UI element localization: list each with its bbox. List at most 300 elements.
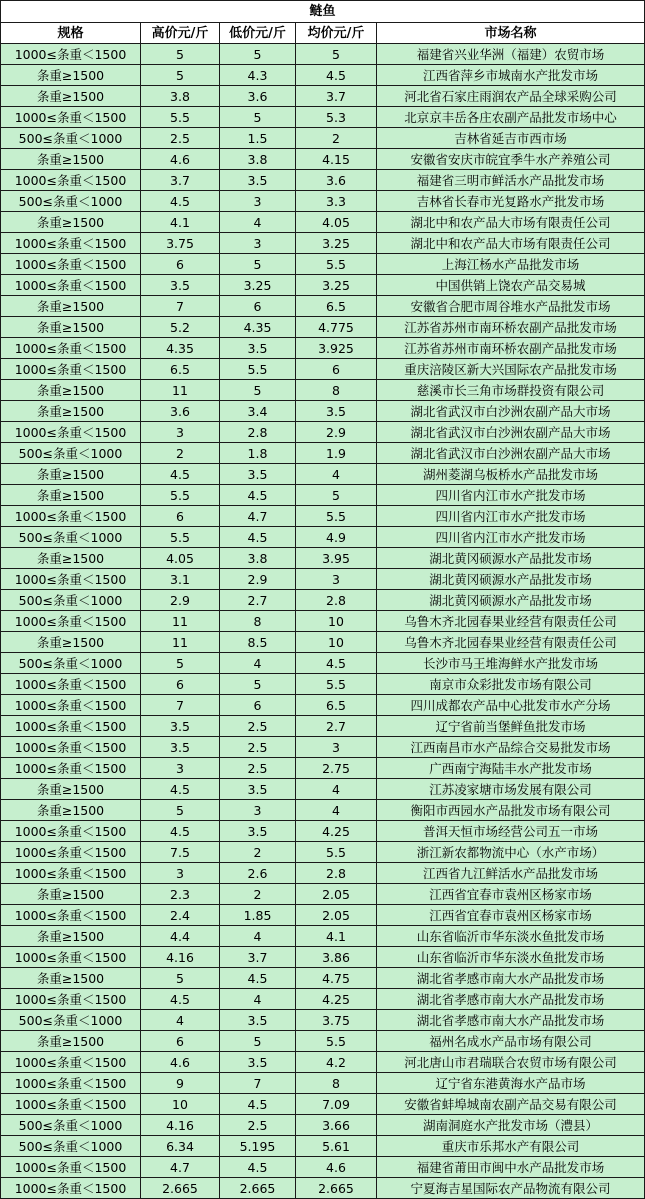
cell-low-price: 4.3 bbox=[220, 65, 296, 86]
table-row bbox=[1, 1157, 645, 1178]
cell-avg-price: 2.05 bbox=[296, 905, 377, 926]
table-row bbox=[1, 989, 645, 1010]
table-row bbox=[1, 317, 645, 338]
cell-low-price: 4.5 bbox=[220, 485, 296, 506]
table-row bbox=[1, 1115, 645, 1136]
table-row bbox=[1, 821, 645, 842]
cell-spec: 条重≥1500 bbox=[1, 926, 141, 947]
cell-market-name: 四川成都农产品中心批发市水产分场 bbox=[377, 695, 645, 716]
cell-avg-price: 3.6 bbox=[296, 170, 377, 191]
cell-market-name: 江西省宜春市袁州区杨家市场 bbox=[377, 884, 645, 905]
cell-avg-price: 4.25 bbox=[296, 989, 377, 1010]
cell-avg-price: 3.7 bbox=[296, 86, 377, 107]
table-row bbox=[1, 464, 645, 485]
cell-low-price: 3.4 bbox=[220, 401, 296, 422]
cell-market-name: 浙江新农都物流中心（水产市场） bbox=[377, 842, 645, 863]
cell-low-price: 2.6 bbox=[220, 863, 296, 884]
cell-high-price: 3.6 bbox=[141, 401, 220, 422]
table-row bbox=[1, 1052, 645, 1073]
table-row bbox=[1, 212, 645, 233]
cell-spec: 1000≤条重＜1500 bbox=[1, 674, 141, 695]
cell-avg-price: 3.925 bbox=[296, 338, 377, 359]
cell-high-price: 4.6 bbox=[141, 1052, 220, 1073]
cell-market-name: 湖北省孝感市南大水产品批发市场 bbox=[377, 968, 645, 989]
cell-low-price: 2.665 bbox=[220, 1178, 296, 1199]
cell-spec: 1000≤条重＜1500 bbox=[1, 359, 141, 380]
cell-spec: 500≤条重＜1000 bbox=[1, 191, 141, 212]
cell-market-name: 江西省萍乡市城南水产批发市场 bbox=[377, 65, 645, 86]
cell-low-price: 4.35 bbox=[220, 317, 296, 338]
cell-spec: 1000≤条重＜1500 bbox=[1, 821, 141, 842]
cell-avg-price: 5.61 bbox=[296, 1136, 377, 1157]
cell-market-name: 南京市众彩批发市场有限公司 bbox=[377, 674, 645, 695]
table-row bbox=[1, 674, 645, 695]
cell-spec: 1000≤条重＜1500 bbox=[1, 716, 141, 737]
cell-high-price: 9 bbox=[141, 1073, 220, 1094]
cell-high-price: 3.75 bbox=[141, 233, 220, 254]
cell-spec: 500≤条重＜1000 bbox=[1, 1115, 141, 1136]
cell-avg-price: 4.05 bbox=[296, 212, 377, 233]
cell-low-price: 5 bbox=[220, 1031, 296, 1052]
cell-avg-price: 3.3 bbox=[296, 191, 377, 212]
table-row bbox=[1, 296, 645, 317]
cell-market-name: 河北省石家庄雨润农产品全球采购公司 bbox=[377, 86, 645, 107]
cell-high-price: 3.1 bbox=[141, 569, 220, 590]
cell-low-price: 5.5 bbox=[220, 359, 296, 380]
cell-low-price: 5 bbox=[220, 107, 296, 128]
cell-market-name: 湖州菱湖乌板桥水产品批发市场 bbox=[377, 464, 645, 485]
table-row bbox=[1, 128, 645, 149]
cell-high-price: 4.5 bbox=[141, 821, 220, 842]
cell-high-price: 3 bbox=[141, 758, 220, 779]
cell-high-price: 11 bbox=[141, 611, 220, 632]
cell-high-price: 2.3 bbox=[141, 884, 220, 905]
cell-low-price: 8 bbox=[220, 611, 296, 632]
cell-high-price: 3.5 bbox=[141, 737, 220, 758]
cell-spec: 1000≤条重＜1500 bbox=[1, 758, 141, 779]
cell-market-name: 中国供销上饶农产品交易城 bbox=[377, 275, 645, 296]
cell-spec: 条重≥1500 bbox=[1, 212, 141, 233]
table-row bbox=[1, 191, 645, 212]
cell-avg-price: 2.05 bbox=[296, 884, 377, 905]
cell-market-name: 宁夏海吉星国际农产品物流有限公司 bbox=[377, 1178, 645, 1199]
cell-low-price: 3.5 bbox=[220, 1052, 296, 1073]
cell-market-name: 四川省内江市水产批发市场 bbox=[377, 485, 645, 506]
cell-spec: 条重≥1500 bbox=[1, 401, 141, 422]
cell-low-price: 1.5 bbox=[220, 128, 296, 149]
cell-spec: 500≤条重＜1000 bbox=[1, 1010, 141, 1031]
cell-spec: 1000≤条重＜1500 bbox=[1, 737, 141, 758]
cell-low-price: 4.7 bbox=[220, 506, 296, 527]
table-row bbox=[1, 44, 645, 65]
cell-high-price: 4.16 bbox=[141, 947, 220, 968]
cell-spec: 条重≥1500 bbox=[1, 779, 141, 800]
table-row bbox=[1, 485, 645, 506]
cell-spec: 1000≤条重＜1500 bbox=[1, 233, 141, 254]
table-body bbox=[1, 44, 645, 1199]
cell-high-price: 5 bbox=[141, 968, 220, 989]
cell-spec: 1000≤条重＜1500 bbox=[1, 107, 141, 128]
cell-low-price: 2.9 bbox=[220, 569, 296, 590]
cell-low-price: 3.8 bbox=[220, 548, 296, 569]
cell-market-name: 乌鲁木齐北园春果业经营有限责任公司 bbox=[377, 632, 645, 653]
cell-market-name: 安徽省合肥市周谷堆水产品批发市场 bbox=[377, 296, 645, 317]
cell-market-name: 福建省兴业华洲（福建）农贸市场 bbox=[377, 44, 645, 65]
cell-market-name: 河北唐山市君瑞联合农贸市场有限公司 bbox=[377, 1052, 645, 1073]
cell-spec: 1000≤条重＜1500 bbox=[1, 695, 141, 716]
cell-high-price: 4.16 bbox=[141, 1115, 220, 1136]
cell-spec: 条重≥1500 bbox=[1, 884, 141, 905]
cell-market-name: 上海江杨水产品批发市场 bbox=[377, 254, 645, 275]
cell-high-price: 4.5 bbox=[141, 464, 220, 485]
header-market-name: 市场名称 bbox=[377, 23, 645, 44]
cell-low-price: 2.5 bbox=[220, 716, 296, 737]
cell-low-price: 2.5 bbox=[220, 737, 296, 758]
table-row bbox=[1, 86, 645, 107]
header-spec: 规格 bbox=[1, 23, 141, 44]
cell-high-price: 6.5 bbox=[141, 359, 220, 380]
cell-low-price: 3 bbox=[220, 233, 296, 254]
cell-market-name: 江西省宜春市袁州区杨家市场 bbox=[377, 905, 645, 926]
cell-spec: 条重≥1500 bbox=[1, 296, 141, 317]
cell-market-name: 山东省临沂市华东淡水鱼批发市场 bbox=[377, 926, 645, 947]
cell-avg-price: 3.66 bbox=[296, 1115, 377, 1136]
cell-avg-price: 5 bbox=[296, 485, 377, 506]
table-row bbox=[1, 1136, 645, 1157]
table-row bbox=[1, 779, 645, 800]
table-row bbox=[1, 1178, 645, 1199]
table-row bbox=[1, 380, 645, 401]
cell-spec: 条重≥1500 bbox=[1, 86, 141, 107]
cell-spec: 1000≤条重＜1500 bbox=[1, 1073, 141, 1094]
cell-avg-price: 5.3 bbox=[296, 107, 377, 128]
cell-low-price: 5 bbox=[220, 44, 296, 65]
cell-high-price: 5.2 bbox=[141, 317, 220, 338]
cell-low-price: 3.5 bbox=[220, 779, 296, 800]
cell-spec: 1000≤条重＜1500 bbox=[1, 506, 141, 527]
cell-avg-price: 4.1 bbox=[296, 926, 377, 947]
cell-market-name: 慈溪市长三角市场群投资有限公司 bbox=[377, 380, 645, 401]
cell-avg-price: 4 bbox=[296, 800, 377, 821]
cell-market-name: 湖南洞庭水产批发市场（澧县） bbox=[377, 1115, 645, 1136]
cell-low-price: 2.5 bbox=[220, 758, 296, 779]
cell-spec: 500≤条重＜1000 bbox=[1, 653, 141, 674]
cell-avg-price: 7.09 bbox=[296, 1094, 377, 1115]
cell-avg-price: 8 bbox=[296, 380, 377, 401]
cell-spec: 500≤条重＜1000 bbox=[1, 1136, 141, 1157]
table-row bbox=[1, 149, 645, 170]
cell-low-price: 3 bbox=[220, 191, 296, 212]
table-row bbox=[1, 359, 645, 380]
table-row bbox=[1, 401, 645, 422]
cell-avg-price: 6.5 bbox=[296, 695, 377, 716]
cell-spec: 1000≤条重＜1500 bbox=[1, 842, 141, 863]
cell-low-price: 6 bbox=[220, 296, 296, 317]
cell-market-name: 江苏省苏州市南环桥农副产品批发市场 bbox=[377, 317, 645, 338]
cell-market-name: 吉林省延吉市西市场 bbox=[377, 128, 645, 149]
table-row bbox=[1, 695, 645, 716]
cell-high-price: 4.5 bbox=[141, 191, 220, 212]
cell-low-price: 5 bbox=[220, 380, 296, 401]
cell-high-price: 10 bbox=[141, 1094, 220, 1115]
cell-spec: 条重≥1500 bbox=[1, 1031, 141, 1052]
cell-market-name: 广西南宁海陆丰水产批发市场 bbox=[377, 758, 645, 779]
cell-avg-price: 5.5 bbox=[296, 842, 377, 863]
cell-low-price: 3.7 bbox=[220, 947, 296, 968]
cell-high-price: 2.4 bbox=[141, 905, 220, 926]
cell-spec: 条重≥1500 bbox=[1, 380, 141, 401]
cell-spec: 条重≥1500 bbox=[1, 485, 141, 506]
table-row bbox=[1, 65, 645, 86]
table-row bbox=[1, 716, 645, 737]
cell-avg-price: 3 bbox=[296, 737, 377, 758]
cell-spec: 500≤条重＜1000 bbox=[1, 527, 141, 548]
cell-high-price: 3.5 bbox=[141, 275, 220, 296]
cell-low-price: 3.6 bbox=[220, 86, 296, 107]
cell-avg-price: 4.775 bbox=[296, 317, 377, 338]
cell-market-name: 吉林省长春市光复路水产批发市场 bbox=[377, 191, 645, 212]
cell-high-price: 6.34 bbox=[141, 1136, 220, 1157]
table-row bbox=[1, 968, 645, 989]
table-row bbox=[1, 947, 645, 968]
cell-low-price: 4.5 bbox=[220, 1094, 296, 1115]
cell-market-name: 安徽省蚌埠城南农副产品交易有限公司 bbox=[377, 1094, 645, 1115]
cell-avg-price: 3 bbox=[296, 569, 377, 590]
table-row bbox=[1, 527, 645, 548]
cell-low-price: 1.8 bbox=[220, 443, 296, 464]
cell-high-price: 2.5 bbox=[141, 128, 220, 149]
cell-low-price: 5 bbox=[220, 254, 296, 275]
cell-high-price: 5 bbox=[141, 65, 220, 86]
header-row bbox=[1, 23, 645, 44]
cell-spec: 1000≤条重＜1500 bbox=[1, 170, 141, 191]
cell-spec: 1000≤条重＜1500 bbox=[1, 254, 141, 275]
cell-spec: 条重≥1500 bbox=[1, 548, 141, 569]
cell-avg-price: 3.25 bbox=[296, 275, 377, 296]
cell-spec: 条重≥1500 bbox=[1, 968, 141, 989]
cell-market-name: 重庆市乐邦水产有限公司 bbox=[377, 1136, 645, 1157]
cell-market-name: 北京京丰岳各庄农副产品批发市场中心 bbox=[377, 107, 645, 128]
header-avg-price: 均价元/斤 bbox=[296, 23, 377, 44]
cell-high-price: 5.5 bbox=[141, 527, 220, 548]
table-row bbox=[1, 632, 645, 653]
cell-high-price: 5.5 bbox=[141, 485, 220, 506]
table-row bbox=[1, 737, 645, 758]
table-row bbox=[1, 233, 645, 254]
cell-high-price: 6 bbox=[141, 674, 220, 695]
cell-avg-price: 5 bbox=[296, 44, 377, 65]
cell-spec: 条重≥1500 bbox=[1, 65, 141, 86]
cell-avg-price: 4.6 bbox=[296, 1157, 377, 1178]
cell-market-name: 江西省九江鲜活水产品批发市场 bbox=[377, 863, 645, 884]
cell-market-name: 江西南昌市水产品综合交易批发市场 bbox=[377, 737, 645, 758]
cell-low-price: 4 bbox=[220, 926, 296, 947]
cell-high-price: 5 bbox=[141, 44, 220, 65]
cell-avg-price: 5.5 bbox=[296, 674, 377, 695]
cell-avg-price: 4.5 bbox=[296, 653, 377, 674]
cell-avg-price: 2.8 bbox=[296, 590, 377, 611]
cell-high-price: 4 bbox=[141, 1010, 220, 1031]
cell-avg-price: 6.5 bbox=[296, 296, 377, 317]
cell-spec: 条重≥1500 bbox=[1, 632, 141, 653]
cell-spec: 1000≤条重＜1500 bbox=[1, 338, 141, 359]
cell-market-name: 湖北中和农产品大市场有限责任公司 bbox=[377, 212, 645, 233]
cell-spec: 1000≤条重＜1500 bbox=[1, 1178, 141, 1199]
table-row bbox=[1, 170, 645, 191]
cell-low-price: 2 bbox=[220, 842, 296, 863]
cell-avg-price: 4.15 bbox=[296, 149, 377, 170]
cell-spec: 1000≤条重＜1500 bbox=[1, 1052, 141, 1073]
cell-avg-price: 4.25 bbox=[296, 821, 377, 842]
cell-avg-price: 2.7 bbox=[296, 716, 377, 737]
cell-high-price: 6 bbox=[141, 1031, 220, 1052]
cell-low-price: 3.5 bbox=[220, 464, 296, 485]
cell-avg-price: 4.75 bbox=[296, 968, 377, 989]
cell-low-price: 2.8 bbox=[220, 422, 296, 443]
cell-high-price: 5 bbox=[141, 653, 220, 674]
cell-high-price: 2.9 bbox=[141, 590, 220, 611]
cell-low-price: 3.25 bbox=[220, 275, 296, 296]
cell-avg-price: 4.5 bbox=[296, 65, 377, 86]
cell-avg-price: 3.5 bbox=[296, 401, 377, 422]
cell-high-price: 2.665 bbox=[141, 1178, 220, 1199]
cell-avg-price: 2.8 bbox=[296, 863, 377, 884]
cell-spec: 条重≥1500 bbox=[1, 800, 141, 821]
cell-low-price: 6 bbox=[220, 695, 296, 716]
cell-low-price: 4 bbox=[220, 212, 296, 233]
cell-avg-price: 4.9 bbox=[296, 527, 377, 548]
cell-market-name: 重庆涪陵区新大兴国际农产品批发市场 bbox=[377, 359, 645, 380]
cell-high-price: 7 bbox=[141, 695, 220, 716]
cell-low-price: 5.195 bbox=[220, 1136, 296, 1157]
cell-low-price: 4.5 bbox=[220, 1157, 296, 1178]
cell-spec: 条重≥1500 bbox=[1, 317, 141, 338]
cell-avg-price: 10 bbox=[296, 632, 377, 653]
cell-market-name: 江苏凌家塘市场发展有限公司 bbox=[377, 779, 645, 800]
cell-high-price: 5 bbox=[141, 800, 220, 821]
cell-avg-price: 2.9 bbox=[296, 422, 377, 443]
cell-high-price: 3.5 bbox=[141, 716, 220, 737]
cell-high-price: 4.1 bbox=[141, 212, 220, 233]
cell-spec: 1000≤条重＜1500 bbox=[1, 569, 141, 590]
table-row bbox=[1, 1010, 645, 1031]
cell-high-price: 6 bbox=[141, 254, 220, 275]
cell-market-name: 江苏省苏州市南环桥农副产品批发市场 bbox=[377, 338, 645, 359]
cell-spec: 1000≤条重＜1500 bbox=[1, 905, 141, 926]
table-row bbox=[1, 1073, 645, 1094]
cell-high-price: 2 bbox=[141, 443, 220, 464]
cell-avg-price: 1.9 bbox=[296, 443, 377, 464]
table-row bbox=[1, 275, 645, 296]
cell-spec: 1000≤条重＜1500 bbox=[1, 863, 141, 884]
cell-high-price: 4.5 bbox=[141, 779, 220, 800]
cell-avg-price: 3.95 bbox=[296, 548, 377, 569]
cell-low-price: 2.5 bbox=[220, 1115, 296, 1136]
cell-market-name: 四川省内江市水产批发市场 bbox=[377, 527, 645, 548]
cell-market-name: 湖北中和农产品大市场有限责任公司 bbox=[377, 233, 645, 254]
cell-avg-price: 3.25 bbox=[296, 233, 377, 254]
table-row bbox=[1, 548, 645, 569]
cell-avg-price: 4 bbox=[296, 779, 377, 800]
cell-market-name: 湖北省武汉市白沙洲农副产品大市场 bbox=[377, 422, 645, 443]
cell-high-price: 5.5 bbox=[141, 107, 220, 128]
cell-high-price: 4.35 bbox=[141, 338, 220, 359]
cell-market-name: 普洱天恒市场经营公司五一市场 bbox=[377, 821, 645, 842]
cell-high-price: 11 bbox=[141, 380, 220, 401]
cell-low-price: 4.5 bbox=[220, 968, 296, 989]
cell-spec: 1000≤条重＜1500 bbox=[1, 422, 141, 443]
cell-spec: 1000≤条重＜1500 bbox=[1, 1094, 141, 1115]
cell-avg-price: 5.5 bbox=[296, 506, 377, 527]
cell-spec: 1000≤条重＜1500 bbox=[1, 611, 141, 632]
table-row bbox=[1, 569, 645, 590]
cell-low-price: 1.85 bbox=[220, 905, 296, 926]
table-row bbox=[1, 422, 645, 443]
table-row bbox=[1, 1094, 645, 1115]
table-row bbox=[1, 863, 645, 884]
cell-market-name: 安徽省安庆市皖宜季牛水产养殖公司 bbox=[377, 149, 645, 170]
cell-spec: 1000≤条重＜1500 bbox=[1, 989, 141, 1010]
cell-high-price: 3 bbox=[141, 863, 220, 884]
table-row bbox=[1, 1031, 645, 1052]
cell-high-price: 4.05 bbox=[141, 548, 220, 569]
cell-avg-price: 4.2 bbox=[296, 1052, 377, 1073]
cell-market-name: 福建省三明市鲜活水产品批发市场 bbox=[377, 170, 645, 191]
cell-market-name: 四川省内江市水产批发市场 bbox=[377, 506, 645, 527]
cell-avg-price: 2.75 bbox=[296, 758, 377, 779]
cell-low-price: 3.5 bbox=[220, 170, 296, 191]
table-row bbox=[1, 254, 645, 275]
cell-high-price: 3.7 bbox=[141, 170, 220, 191]
cell-market-name: 衡阳市西园水产品批发市场有限公司 bbox=[377, 800, 645, 821]
table-row bbox=[1, 926, 645, 947]
cell-low-price: 4 bbox=[220, 653, 296, 674]
cell-spec: 1000≤条重＜1500 bbox=[1, 1157, 141, 1178]
cell-avg-price: 10 bbox=[296, 611, 377, 632]
cell-spec: 1000≤条重＜1500 bbox=[1, 275, 141, 296]
cell-low-price: 4.5 bbox=[220, 527, 296, 548]
cell-low-price: 3.5 bbox=[220, 1010, 296, 1031]
header-low-price: 低价元/斤 bbox=[220, 23, 296, 44]
cell-market-name: 湖北省武汉市白沙洲农副产品大市场 bbox=[377, 401, 645, 422]
table-row bbox=[1, 758, 645, 779]
cell-avg-price: 5.5 bbox=[296, 1031, 377, 1052]
cell-low-price: 3.8 bbox=[220, 149, 296, 170]
table-row bbox=[1, 443, 645, 464]
cell-low-price: 4 bbox=[220, 989, 296, 1010]
header-high-price: 高价元/斤 bbox=[141, 23, 220, 44]
cell-avg-price: 8 bbox=[296, 1073, 377, 1094]
table-row bbox=[1, 905, 645, 926]
table-row bbox=[1, 590, 645, 611]
cell-avg-price: 2.665 bbox=[296, 1178, 377, 1199]
cell-avg-price: 4 bbox=[296, 464, 377, 485]
cell-high-price: 6 bbox=[141, 506, 220, 527]
cell-market-name: 湖北黄冈硕源水产品批发市场 bbox=[377, 590, 645, 611]
cell-market-name: 湖北黄冈硕源水产品批发市场 bbox=[377, 548, 645, 569]
cell-high-price: 4.4 bbox=[141, 926, 220, 947]
cell-market-name: 长沙市马王堆海鲜水产批发市场 bbox=[377, 653, 645, 674]
cell-low-price: 5 bbox=[220, 674, 296, 695]
table-title: 鲢鱼 bbox=[1, 1, 645, 23]
cell-avg-price: 3.75 bbox=[296, 1010, 377, 1031]
cell-low-price: 2 bbox=[220, 884, 296, 905]
table-row bbox=[1, 800, 645, 821]
table-row bbox=[1, 338, 645, 359]
table-row bbox=[1, 506, 645, 527]
title-row bbox=[1, 1, 645, 23]
cell-spec: 1000≤条重＜1500 bbox=[1, 947, 141, 968]
